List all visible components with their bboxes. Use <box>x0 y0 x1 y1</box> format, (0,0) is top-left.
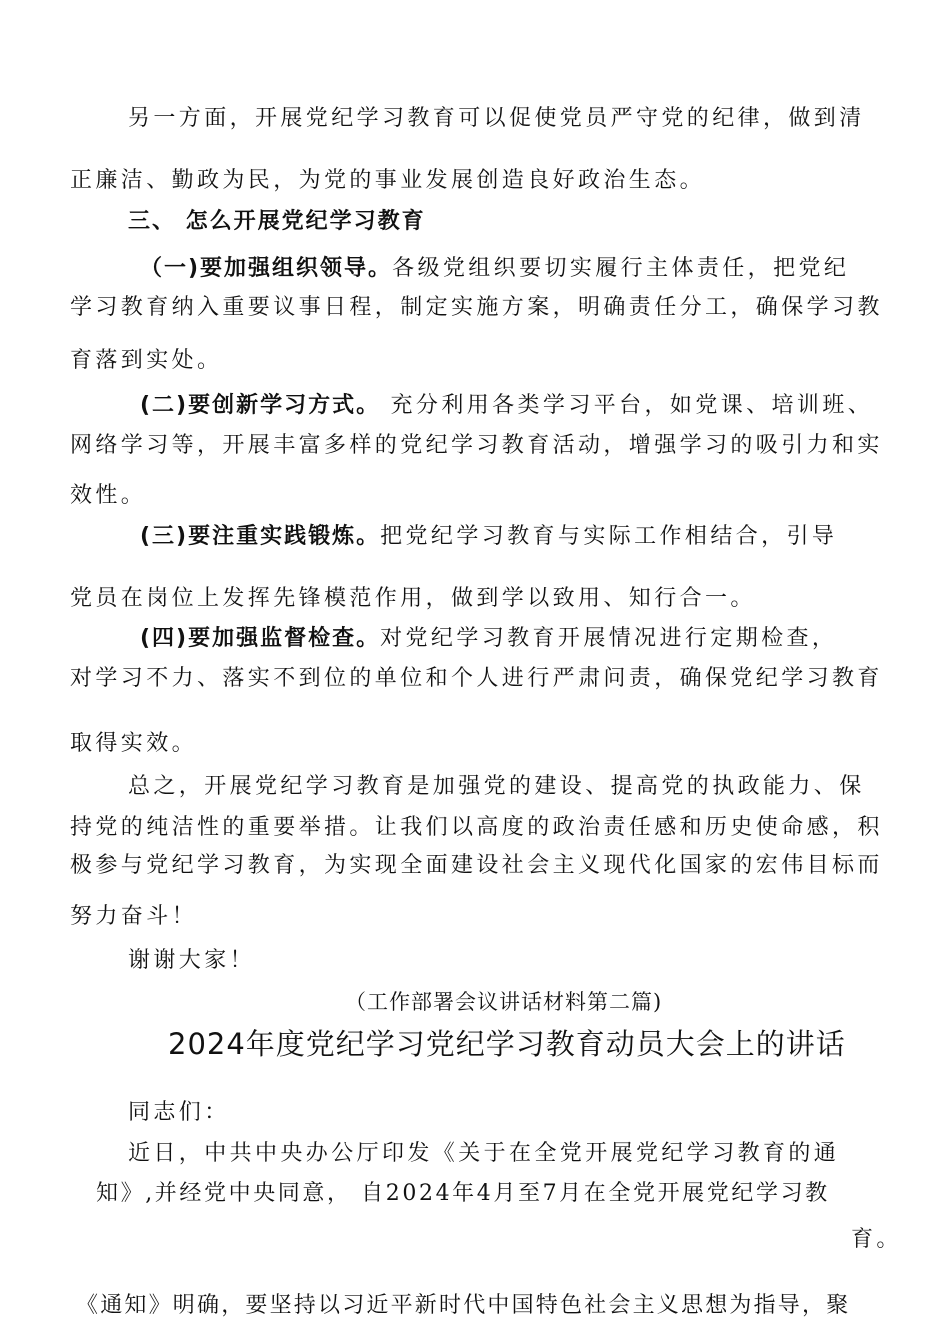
paragraph-line: 总之，开展党纪学习教育是加强党的建设、提高党的执政能力、保 <box>128 774 865 799</box>
item-label: （一)要加强组织领导。 <box>140 256 393 281</box>
item-text: 对党纪学习教育开展情况进行定期检查， <box>380 626 838 651</box>
paragraph-line <box>140 624 837 654</box>
item-text: 各级党组织要切实履行主体责任，把党纪 <box>392 256 850 281</box>
paragraph-line <box>140 254 849 284</box>
paragraph-line: 另一方面，开展党纪学习教育可以促使党员严守党的纪律，做到清 <box>128 106 865 131</box>
paragraph-line: 育落到实处。 <box>70 348 223 373</box>
paragraph-line: 育。 <box>851 1227 902 1252</box>
greeting: 同志们： <box>128 1100 230 1125</box>
paragraph-line: 持党的纯洁性的重要举措。让我们以高度的政治责任感和历史使命感，积 <box>70 815 883 840</box>
item-text: 充分利用各类学习平台，如党课、培训班、 <box>380 393 874 418</box>
paragraph-line <box>140 391 873 421</box>
paragraph-line: 努力奋斗！ <box>70 904 198 929</box>
paragraph-line <box>140 522 837 552</box>
paragraph-line: 网络学习等，开展丰富多样的党纪学习教育活动，增强学习的吸引力和实 <box>70 433 883 458</box>
document-subtitle: （工作部署会议讲话材料第二篇) <box>345 990 663 1014</box>
item-label: (三)要注重实践锻炼。 <box>140 524 381 549</box>
item-text: 把党纪学习教育与实际工作相结合，引导 <box>380 524 838 549</box>
item-label: (四)要加强监督检查。 <box>140 626 381 651</box>
paragraph-line: 学习教育纳入重要议事日程，制定实施方案，明确责任分工，确保学习教 <box>70 295 883 320</box>
paragraph-line: 取得实效。 <box>70 731 198 756</box>
paragraph-line: 近日，中共中央办公厅印发《关于在全党开展党纪学习教育的通 <box>128 1141 840 1166</box>
section-heading: 三、 怎么开展党纪学习教育 <box>128 209 426 234</box>
paragraph-line: 党员在岗位上发挥先锋模范作用，做到学以致用、知行合一。 <box>70 586 756 611</box>
closing-thanks: 谢谢大家！ <box>128 948 256 973</box>
paragraph-line: 对学习不力、落实不到位的单位和个人进行严肃问责，确保党纪学习教育 <box>70 666 883 691</box>
document-title: 2024年度党纪学习党纪学习教育动员大会上的讲话 <box>168 1027 846 1061</box>
paragraph-line: 《通知》明确，要坚持以习近平新时代中国特色社会主义思想为指导，聚 <box>76 1293 851 1318</box>
paragraph-line: 极参与党纪学习教育，为实现全面建设社会主义现代化国家的宏伟目标而 <box>70 853 883 878</box>
paragraph-line: 知》,并经党中央同意， 自2024年4月至7月在全党开展党纪学习教 <box>96 1181 830 1206</box>
item-label: (二)要创新学习方式。 <box>140 393 381 418</box>
paragraph-line: 正廉洁、勤政为民，为党的事业发展创造良好政治生态。 <box>70 168 706 193</box>
paragraph-line: 效性。 <box>70 483 147 508</box>
